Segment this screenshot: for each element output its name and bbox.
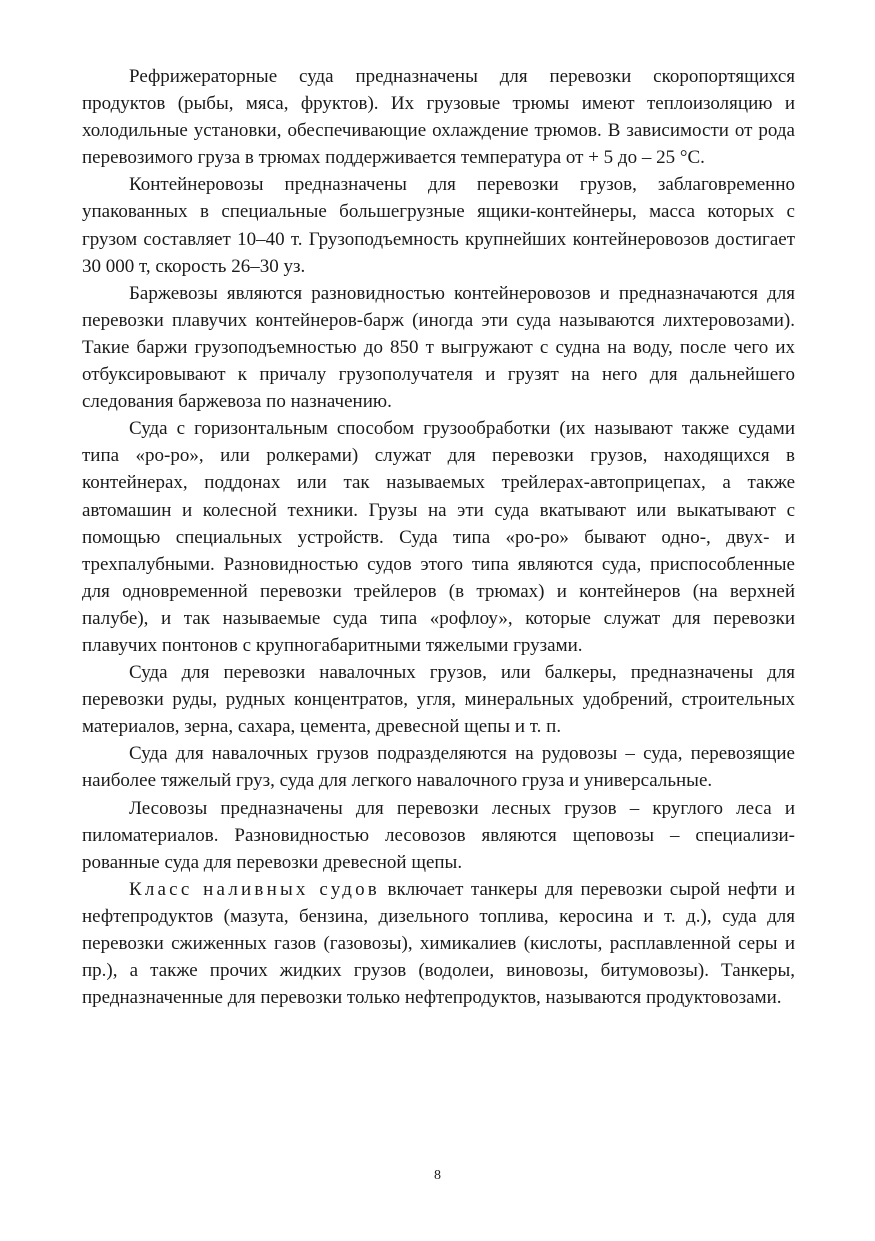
paragraph-bulk-subtypes: Суда для навалочных грузов подразделяются на рудовозы – суда, перевозящие наиболее тяжелый груз, суда для легкого навалочного груза и универсальные. bbox=[82, 743, 795, 792]
document-body bbox=[82, 63, 795, 1011]
paragraph-timber-carriers: Лесовозы предназначены для перевозки лесных грузов – круглого леса и пиломатериалов. Разновидностью лесовозов являются щеповозы – специализированные суда для перевозки древесной щепы. bbox=[82, 797, 795, 873]
paragraph-ro-ro-ships: Суда с горизонтальным способом грузообработки (их называют также судами типа «ро-ро», или ролкерами) служат для перевозки грузов, находящихся в контейнерах, поддонах или так называемых трейлерах-автоприцепах, а также автомашин и колесной техники. Грузы на эти суда вкатывают или выкатывают с помощью специальных устройств. Суда типа «ро-ро» бывают одно-, двух- и трехпалубными. Разновидностью судов этого типа являются суда, приспособленные для одновременной перевозки трейлеров (в трюмах) и контейнеров (на верхней палубе), и так называемые суда типа «рофлоу», которые служат для перевозки плавучих понтонов с крупногабаритными тяжелыми грузами. bbox=[82, 418, 795, 656]
spaced-term: Класс наливных судов bbox=[129, 878, 380, 900]
paragraph-bulk-carriers: Суда для перевозки навалочных грузов, или балкеры, предназначены для перевозки руды, рудных концентратов, угля, минеральных удобрений, строительных материалов, зерна, сахара, цемента, древесной щепы и т. п. bbox=[82, 662, 795, 738]
paragraph-barge-carriers: Баржевозы являются разновидностью контейнеровозов и предназначаются для перевозки плавучих контейнеров-барж (иногда эти суда называются лихтеровозами). Такие баржи грузоподъемностью до 850 т выгружают с судна на воду, после чего их отбуксировывают к причалу грузополучателя и грузят на него для дальнейшего следования баржевоза по назначению. bbox=[82, 282, 795, 413]
paragraph-tankers bbox=[82, 876, 795, 1011]
tankers-text: включает танкеры для перевозки сырой нефти и нефтепродуктов (мазута, бензина, дизельного топлива, керосина и т. д.), суда для перевозки сжиженных газов (газовозы), химикалиев (кислоты, расплавленной серы и пр.), а также прочих жидких грузов (водолеи, виновозы, битумовозы). Танкеры, предназначенные для перевозки только нефтепродуктов, называются продуктовозами. bbox=[82, 878, 795, 1009]
page-number: 8 bbox=[434, 1168, 441, 1183]
paragraph-container-ships: Контейнеровозы предназначены для перевозки грузов, заблаговременно упакованных в специальные большегрузные ящики-контейнеры, масса которых с грузом составляет 10–40 т. Грузоподъемность крупнейших контейнеровозов достигает 30 000 т, скорость 26–30 уз. bbox=[82, 174, 795, 277]
paragraph-refrigerator-ships: Рефрижераторные суда предназначены для перевозки скоропортящихся продуктов (рыбы, мяса, фруктов). Их грузовые трюмы имеют теплоизоляцию и холодильные установки, обеспечивающие охлаждение трюмов. В зависимости от рода перевозимого груза в трюмах поддерживается температура от + 5 до – 25 °С. bbox=[82, 66, 795, 169]
